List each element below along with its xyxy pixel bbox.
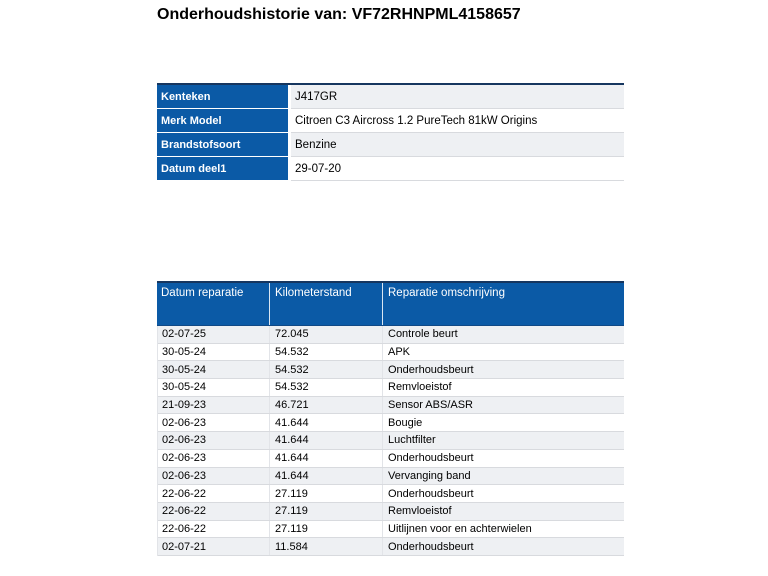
cell-reparatie-omschrijving: Remvloeistof — [388, 505, 452, 518]
cell-kilometerstand: 27.119 — [270, 521, 383, 538]
table-row — [158, 503, 624, 521]
cell-reparatie-omschrijving: Vervanging band — [388, 469, 471, 482]
vehicle-info-row — [157, 85, 624, 109]
history-column-header: Kilometerstand — [270, 283, 383, 325]
cell-datum-reparatie: 30-05-24 — [158, 379, 270, 396]
cell-kilometerstand: 11.584 — [270, 538, 383, 555]
table-row — [158, 379, 624, 397]
table-row — [158, 468, 624, 486]
cell-reparatie-omschrijving: Luchtfilter — [388, 434, 436, 447]
table-row — [158, 432, 624, 450]
vehicle-info-value: J417GR — [291, 85, 624, 109]
cell-datum-reparatie: 22-06-22 — [158, 521, 270, 538]
maintenance-history-table — [157, 281, 624, 556]
cell-kilometerstand: 54.532 — [270, 379, 383, 396]
table-row — [158, 538, 624, 556]
table-row — [158, 485, 624, 503]
vehicle-info-label: Brandstofsoort — [157, 133, 291, 157]
table-row — [158, 344, 624, 362]
vehicle-info-label: Datum deel1 — [157, 157, 291, 181]
cell-datum-reparatie: 02-06-23 — [158, 450, 270, 467]
vehicle-info-row — [157, 157, 624, 181]
vehicle-info-value: 29-07-20 — [291, 157, 624, 181]
cell-datum-reparatie: 02-06-23 — [158, 432, 270, 449]
table-row — [158, 521, 624, 539]
cell-reparatie-omschrijving: Remvloeistof — [388, 381, 452, 394]
cell-reparatie-omschrijving: Bougie — [388, 416, 423, 429]
cell-reparatie-omschrijving: Onderhoudsbeurt — [388, 540, 474, 553]
cell-reparatie-omschrijving: Sensor ABS/ASR — [388, 399, 473, 412]
vehicle-info-value: Benzine — [291, 133, 624, 157]
cell-datum-reparatie: 30-05-24 — [158, 344, 270, 361]
table-row — [158, 326, 624, 344]
vehicle-info-row — [157, 133, 624, 157]
cell-datum-reparatie: 02-07-21 — [158, 538, 270, 555]
cell-reparatie-omschrijving: Onderhoudsbeurt — [388, 452, 474, 465]
cell-kilometerstand: 72.045 — [270, 326, 383, 343]
history-table-body — [157, 326, 624, 556]
table-row — [158, 397, 624, 415]
cell-datum-reparatie: 02-06-23 — [158, 468, 270, 485]
history-column-header: Reparatie omschrijving — [388, 287, 505, 299]
cell-datum-reparatie: 22-06-22 — [158, 485, 270, 502]
page-title: Onderhoudshistorie van: VF72RHNPML4158657 — [157, 6, 521, 23]
cell-datum-reparatie: 02-07-25 — [158, 326, 270, 343]
cell-kilometerstand: 41.644 — [270, 414, 383, 431]
history-column-header: Datum reparatie — [157, 283, 270, 325]
cell-kilometerstand: 27.119 — [270, 503, 383, 520]
cell-datum-reparatie: 02-06-23 — [158, 414, 270, 431]
table-row — [158, 450, 624, 468]
cell-reparatie-omschrijving: Uitlijnen voor en achterwielen — [388, 522, 532, 535]
cell-kilometerstand: 46.721 — [270, 397, 383, 414]
cell-reparatie-omschrijving: Onderhoudsbeurt — [388, 363, 474, 376]
cell-datum-reparatie: 30-05-24 — [158, 361, 270, 378]
vehicle-info-table — [157, 83, 624, 181]
cell-kilometerstand: 27.119 — [270, 485, 383, 502]
cell-datum-reparatie: 22-06-22 — [158, 503, 270, 520]
cell-reparatie-omschrijving: Controle beurt — [388, 328, 458, 341]
vehicle-info-label: Kenteken — [157, 85, 291, 109]
cell-kilometerstand: 41.644 — [270, 432, 383, 449]
cell-reparatie-omschrijving: APK — [388, 346, 411, 359]
vehicle-info-label: Merk Model — [157, 109, 291, 133]
cell-datum-reparatie: 21-09-23 — [158, 397, 270, 414]
cell-reparatie-omschrijving: Onderhoudsbeurt — [388, 487, 474, 500]
vehicle-info-row — [157, 109, 624, 133]
history-header-row — [157, 283, 624, 326]
table-row — [158, 414, 624, 432]
cell-kilometerstand: 54.532 — [270, 361, 383, 378]
cell-kilometerstand: 54.532 — [270, 344, 383, 361]
cell-kilometerstand: 41.644 — [270, 450, 383, 467]
vehicle-info-value: Citroen C3 Aircross 1.2 PureTech 81kW Origins — [291, 109, 624, 133]
cell-kilometerstand: 41.644 — [270, 468, 383, 485]
table-row — [158, 361, 624, 379]
